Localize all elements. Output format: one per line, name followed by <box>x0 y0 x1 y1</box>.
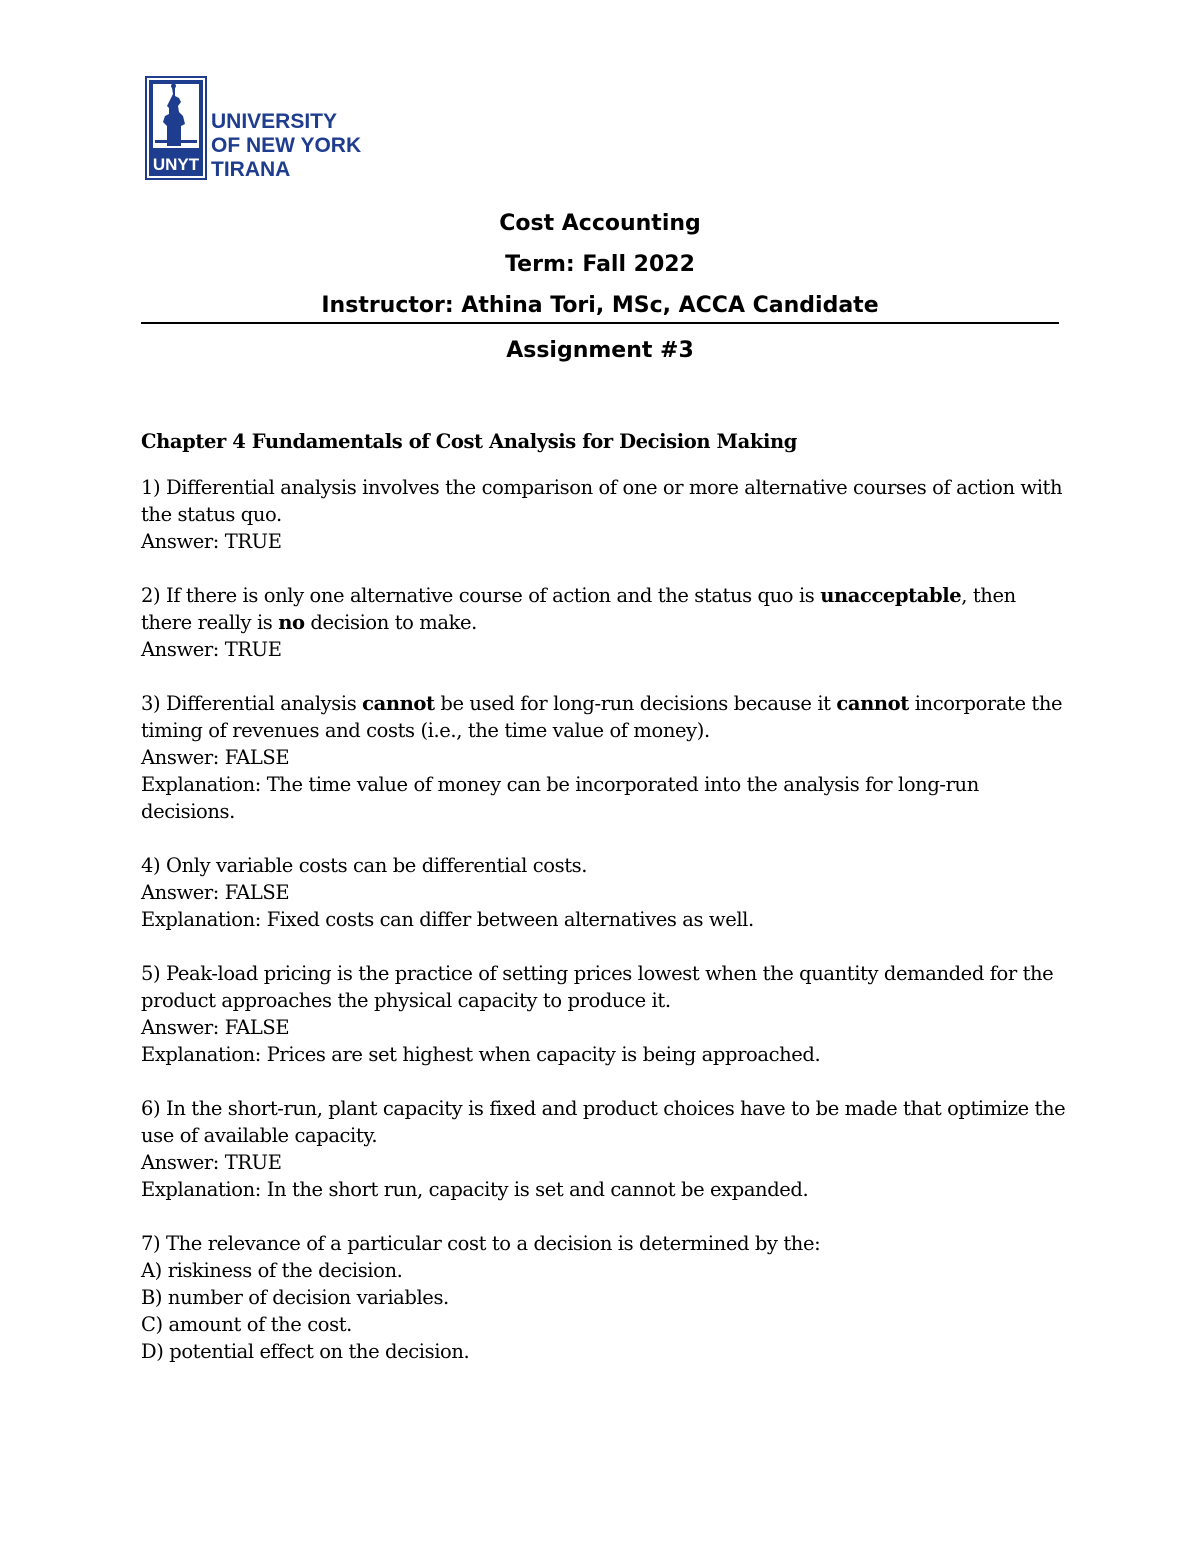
question-1 <box>141 474 1071 555</box>
option-a: A) riskiness of the decision. <box>141 1259 403 1282</box>
question-2 <box>141 582 1071 663</box>
question-text: 4) Only variable costs can be differential costs. <box>141 854 588 877</box>
question-4 <box>141 852 1071 933</box>
option-c: C) amount of the cost. <box>141 1313 352 1336</box>
option-b: B) number of decision variables. <box>141 1286 449 1309</box>
question-5 <box>141 960 1071 1068</box>
assignment-title: Assignment #3 <box>506 338 694 363</box>
chapter-heading: Chapter 4 Fundamentals of Cost Analysis for Decision Making <box>141 430 798 453</box>
logo-line-of-new-york: OF NEW YORK <box>211 134 362 157</box>
explanation-line: Explanation: Prices are set highest when capacity is being approached. <box>141 1043 821 1066</box>
emphasis-cannot: cannot <box>836 692 909 715</box>
emphasis-no: no <box>278 611 305 634</box>
question-7 <box>141 1230 1071 1365</box>
question-6 <box>141 1095 1071 1203</box>
term-line: Term: Fall 2022 <box>505 252 695 277</box>
explanation-line: Explanation: The time value of money can be incorporated into the analysis for long-run decisions. <box>141 773 979 823</box>
logo-wordmark <box>211 110 361 182</box>
answer-line: Answer: FALSE <box>141 746 290 769</box>
course-title: Cost Accounting <box>499 211 701 236</box>
statue-of-liberty-emblem-icon <box>145 76 207 180</box>
question-text: 7) The relevance of a particular cost to a decision is determined by the: <box>141 1232 821 1255</box>
option-d: D) potential effect on the decision. <box>141 1340 470 1363</box>
emphasis-unacceptable: unacceptable <box>820 584 962 607</box>
logo-line-university: UNIVERSITY <box>211 110 338 133</box>
question-text: 3) Differential analysis cannot be used for long-run decisions because it cannot incorporate the timing of revenues and costs (i.e., the time value of money). <box>141 692 1063 742</box>
answer-line: Answer: FALSE <box>141 1016 290 1039</box>
header-divider <box>141 322 1059 324</box>
answer-line: Answer: TRUE <box>141 1151 282 1174</box>
explanation-line: Explanation: Fixed costs can differ between alternatives as well. <box>141 908 754 931</box>
university-logo <box>145 76 362 181</box>
question-text: 5) Peak-load pricing is the practice of setting prices lowest when the quantity demanded for the product approaches the physical capacity to produce it. <box>141 962 1054 1012</box>
instructor-line: Instructor: Athina Tori, MSc, ACCA Candidate <box>321 293 879 318</box>
answer-line: Answer: TRUE <box>141 638 282 661</box>
answer-line: Answer: FALSE <box>141 881 290 904</box>
assignment-body <box>141 428 1071 1392</box>
answer-line: Answer: TRUE <box>141 530 282 553</box>
logo-abbreviation: UNYT <box>152 155 200 174</box>
question-text: 6) In the short-run, plant capacity is fixed and product choices have to be made that optimize the use of available capacity. <box>141 1097 1066 1147</box>
question-3 <box>141 690 1071 825</box>
emphasis-cannot: cannot <box>362 692 435 715</box>
question-text: 1) Differential analysis involves the comparison of one or more alternative courses of action with the status quo. <box>141 476 1063 526</box>
logo-line-tirana: TIRANA <box>211 158 291 181</box>
question-text: 2) If there is only one alternative course of action and the status quo is unacceptable, then there really is no decision to make. <box>141 584 1016 634</box>
explanation-line: Explanation: In the short run, capacity is set and cannot be expanded. <box>141 1178 809 1201</box>
